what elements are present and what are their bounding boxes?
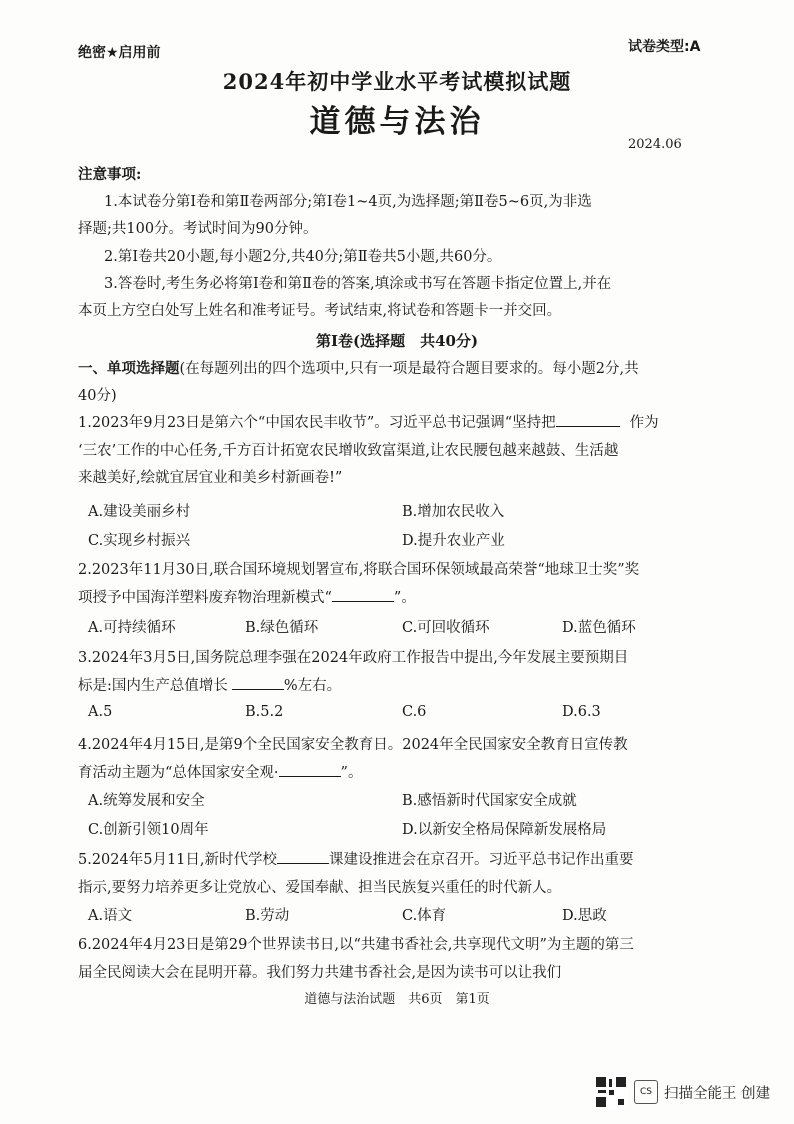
subject-title: 道德与法治 — [309, 104, 485, 140]
question-2-text-cont: ”。 — [393, 590, 416, 606]
notice-line-1: 1.本试卷分第Ⅰ卷和第Ⅱ卷两部分;第Ⅰ卷1~4页,为选择题;第Ⅱ卷5~6页,为非选 — [104, 194, 592, 210]
question-3-option-c: C.6 — [402, 704, 427, 720]
question-4-text: 育活动主题为“总体国家安全观· — [78, 765, 279, 781]
question-1-line-2: ‘三农’工作的中心任务,千方百计拓宽农民增收致富渠道,让农民腰包越来越鼓、生活越 — [78, 443, 619, 459]
qr-code-icon — [594, 1075, 628, 1109]
question-1-option-d: D.提升农业产业 — [402, 533, 505, 549]
question-5-text: 5.2024年5月11日,新时代学校 — [78, 852, 278, 868]
answer-blank — [279, 762, 341, 777]
notice-line-3-cont: 本页上方空白处写上姓名和准考证号。考试结束,将试卷和答题卡一并交回。 — [78, 303, 562, 319]
question-6-line-1: 6.2024年4月23日是第29个世界读书日,以“共建书香社会,共享现代文明”为主题的第三 — [78, 937, 634, 953]
question-1-option-a: A.建设美丽乡村 — [88, 504, 191, 520]
page-footer: 道德与法治试题 共6页 第1页 — [304, 992, 490, 1007]
notice-line-3: 3.答卷时,考生务必将第Ⅰ卷和第Ⅱ卷的答案,填涂或书写在答题卡指定位置上,并在 — [104, 276, 612, 292]
question-4-option-b: B.感悟新时代国家安全成就 — [402, 793, 577, 809]
question-1-line-3: 来越美好,绘就宜居宜业和美乡村新画卷!” — [78, 470, 343, 486]
question-3-line-1: 3.2024年3月5日,国务院总理李强在2024年政府工作报告中提出,今年发展主要预期目 — [78, 650, 629, 666]
scanner-logo: CS — [634, 1080, 658, 1104]
question-5-option-c: C.体育 — [402, 908, 447, 924]
section-title: 第Ⅰ卷(选择题 共40分) — [315, 332, 479, 350]
question-1-text: 1.2023年9月23日是第六个“中国农民丰收节”。习近平总书记强调“坚持把 — [78, 415, 556, 431]
question-4-option-c: C.创新引领10周年 — [88, 822, 209, 838]
question-5-line-2: 指示,要努力培养更多让党放心、爱国奉献、担当民族复兴重任的时代新人。 — [78, 880, 562, 896]
question-1-option-b: B.增加农民收入 — [402, 504, 505, 520]
question-3-text-cont: %左右。 — [283, 678, 342, 694]
notice-line-2: 2.第Ⅰ卷共20小题,每小题2分,共40分;第Ⅱ卷共5小题,共60分。 — [104, 249, 502, 265]
confidential-label: 绝密★启用前 — [78, 45, 161, 61]
question-5-text-cont: 课建设推进会在京召开。习近平总书记作出重要 — [329, 852, 634, 868]
question-5-line-1 — [78, 848, 634, 869]
question-4-line-2 — [78, 761, 362, 782]
question-4-option-a: A.统筹发展和安全 — [88, 793, 205, 809]
answer-blank — [277, 849, 329, 864]
question-2-text: 项授予中国海洋塑料废弃物治理新模式“ — [78, 590, 332, 606]
question-1-line-1 — [78, 411, 659, 432]
question-5-option-d: D.思政 — [562, 908, 607, 924]
exam-title: 2024年初中学业水平考试模拟试题 — [222, 69, 572, 94]
question-4-text-cont: ”。 — [340, 765, 363, 781]
question-2-option-d: D.蓝色循环 — [562, 620, 636, 636]
question-2-option-b: B.绿色循环 — [245, 620, 319, 636]
question-2-line-1: 2.2023年11月30日,联合国环境规划署宣布,将联合国环保领域最高荣誉“地球卫士奖”奖 — [78, 562, 640, 578]
question-3-text: 标是:国内生产总值增长 — [78, 678, 228, 694]
question-3-option-a: A.5 — [88, 704, 113, 720]
question-1-option-c: C.实现乡村振兴 — [88, 533, 191, 549]
answer-blank — [556, 412, 620, 427]
question-6-line-2: 届全民阅读大会在昆明开幕。我们努力共建书香社会,是因为读书可以让我们 — [78, 965, 562, 981]
scanner-watermark — [594, 1075, 770, 1109]
part-heading: 一、单项选择题 — [78, 360, 180, 377]
question-3-option-d: D.6.3 — [562, 704, 601, 720]
question-1-text-cont: 作为 — [629, 415, 659, 431]
part-instructions — [78, 357, 639, 378]
part-description: (在每题列出的四个选项中,只有一项是最符合题目要求的。每小题2分,共 — [179, 361, 639, 377]
question-3-option-b: B.5.2 — [245, 704, 284, 720]
answer-blank — [332, 587, 394, 602]
answer-blank — [232, 675, 284, 690]
notice-line-1-cont: 择题;共100分。考试时间为90分钟。 — [78, 221, 318, 237]
question-4-option-d: D.以新安全格局保障新发展格局 — [402, 822, 607, 838]
question-5-option-b: B.劳动 — [245, 908, 290, 924]
question-2-line-2 — [78, 586, 416, 607]
notice-heading: 注意事项: — [78, 166, 142, 183]
exam-date: 2024.06 — [628, 137, 682, 152]
question-2-option-a: A.可持续循环 — [88, 620, 176, 636]
question-5-option-a: A.语文 — [88, 908, 133, 924]
scanner-text: 扫描全能王 创建 — [664, 1085, 771, 1102]
question-3-line-2 — [78, 674, 341, 695]
question-4-line-1: 4.2024年4月15日,是第9个全民国家安全教育日。2024年全民国家安全教育日宣传教 — [78, 737, 628, 753]
question-2-option-c: C.可回收循环 — [402, 620, 490, 636]
paper-type-label: 试卷类型:A — [628, 39, 701, 55]
part-description-cont: 40分) — [78, 388, 117, 404]
